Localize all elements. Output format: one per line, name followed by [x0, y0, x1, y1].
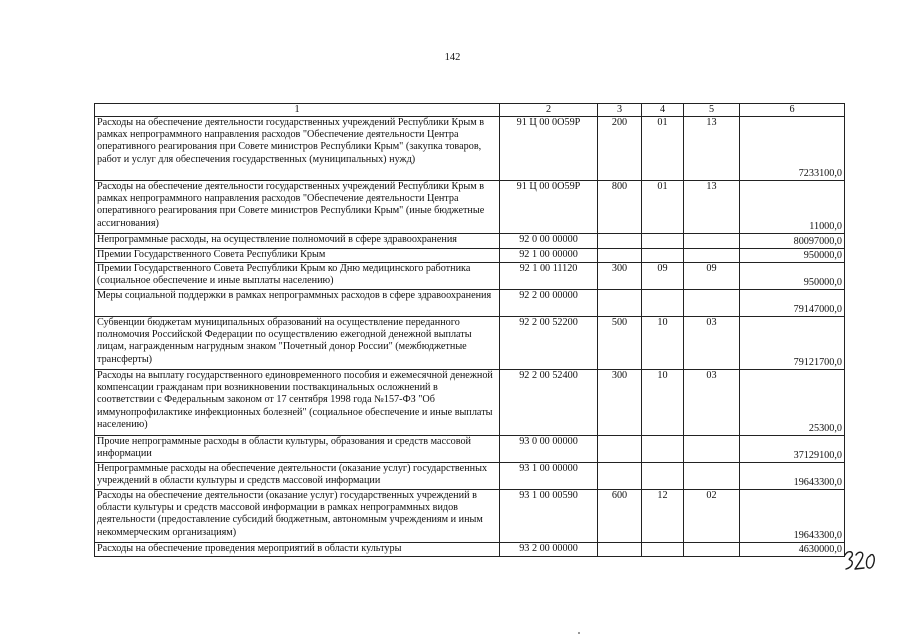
row-expense-type: 300: [598, 370, 642, 436]
col-header-4: 4: [642, 104, 684, 117]
row-section: [642, 543, 684, 557]
row-expense-type: 600: [598, 490, 642, 543]
row-amount: 79147000,0: [740, 290, 845, 317]
row-amount: 4630000,0: [740, 543, 845, 557]
row-amount: 19643300,0: [740, 463, 845, 490]
row-expense-type: [598, 543, 642, 557]
row-section: [642, 463, 684, 490]
table-row: [95, 249, 845, 263]
row-target-code: 92 1 00 11120: [500, 263, 598, 290]
row-description: Непрограммные расходы, на осуществление полномочий в сфере здравоохранения: [95, 234, 500, 249]
row-target-code: 91 Ц 00 0О59Р: [500, 181, 598, 234]
row-target-code: 92 2 00 00000: [500, 290, 598, 317]
table-header: [95, 104, 845, 117]
row-subsection: 03: [684, 370, 740, 436]
row-amount: 79121700,0: [740, 317, 845, 370]
handwritten-page-mark: [842, 545, 882, 573]
row-amount: 80097000,0: [740, 234, 845, 249]
table-row: [95, 490, 845, 543]
row-expense-type: 500: [598, 317, 642, 370]
table-row: [95, 543, 845, 557]
row-target-code: 93 0 00 00000: [500, 436, 598, 463]
row-description: Премии Государственного Совета Республики Крым ко Дню медицинского работника (социальное обеспечение и иные выплаты населению): [95, 263, 500, 290]
row-section: 09: [642, 263, 684, 290]
row-subsection: 02: [684, 490, 740, 543]
row-subsection: [684, 543, 740, 557]
row-amount: 25300,0: [740, 370, 845, 436]
row-expense-type: [598, 436, 642, 463]
table-row: [95, 234, 845, 249]
row-subsection: [684, 234, 740, 249]
table-row: [95, 463, 845, 490]
row-amount: 19643300,0: [740, 490, 845, 543]
row-description: Расходы на обеспечение деятельности государственных учреждений Республики Крым в рамках непрограммного направления расходов "Обеспечение деятельности Центра оперативного реагирования при Совете министров Республики Крым" (иные бюджетные ассигнования): [95, 181, 500, 234]
budget-table: [94, 103, 845, 557]
row-target-code: 93 1 00 00000: [500, 463, 598, 490]
row-section: 10: [642, 317, 684, 370]
table-row: [95, 436, 845, 463]
row-target-code: 92 2 00 52400: [500, 370, 598, 436]
row-amount: 7233100,0: [740, 117, 845, 181]
row-amount: 950000,0: [740, 263, 845, 290]
row-subsection: [684, 463, 740, 490]
col-header-6: 6: [740, 104, 845, 117]
row-expense-type: 800: [598, 181, 642, 234]
row-expense-type: [598, 290, 642, 317]
col-header-3: 3: [598, 104, 642, 117]
row-section: [642, 436, 684, 463]
row-target-code: 92 2 00 52200: [500, 317, 598, 370]
row-expense-type: [598, 234, 642, 249]
row-description: Расходы на обеспечение деятельности (оказание услуг) государственных учреждений в области культуры и средств массовой информации в рамках непрограммных видов деятельности (предоставление субсидий бюджетным, автономным учреждениям и иным некоммерческим организациям): [95, 490, 500, 543]
row-description: Непрограммные расходы на обеспечение деятельности (оказание услуг) государственных учреждений в области культуры и средств массовой информации: [95, 463, 500, 490]
row-subsection: 13: [684, 181, 740, 234]
col-header-1: 1: [95, 104, 500, 117]
row-amount: 37129100,0: [740, 436, 845, 463]
table-body: [95, 117, 845, 557]
col-header-2: 2: [500, 104, 598, 117]
row-subsection: 09: [684, 263, 740, 290]
row-section: [642, 290, 684, 317]
row-section: [642, 249, 684, 263]
row-section: 12: [642, 490, 684, 543]
row-expense-type: [598, 249, 642, 263]
row-subsection: [684, 290, 740, 317]
table-row: [95, 370, 845, 436]
row-amount: 11000,0: [740, 181, 845, 234]
row-description: Расходы на обеспечение проведения мероприятий в области культуры: [95, 543, 500, 557]
table-row: [95, 181, 845, 234]
table-row: [95, 117, 845, 181]
row-description: Прочие непрограммные расходы в области культуры, образования и средств массовой информации: [95, 436, 500, 463]
row-expense-type: 300: [598, 263, 642, 290]
row-description: Субвенции бюджетам муниципальных образований на осуществление переданного полномочия Российской Федерации по осуществлению ежегодной денежной выплаты лицам, награжденным нагрудным знаком "Почетный донор России" (межбюджетные трансферты): [95, 317, 500, 370]
row-target-code: 93 2 00 00000: [500, 543, 598, 557]
row-subsection: [684, 249, 740, 263]
row-description: Расходы на обеспечение деятельности государственных учреждений Республики Крым в рамках непрограммного направления расходов "Обеспечение деятельности Центра оперативного реагирования при Совете министров Республики Крым" (закупка товаров, работ и услуг для обеспечения государственных (муниципальных) нужд): [95, 117, 500, 181]
row-target-code: 93 1 00 00590: [500, 490, 598, 543]
row-expense-type: [598, 463, 642, 490]
row-target-code: 91 Ц 00 0О59Р: [500, 117, 598, 181]
row-amount: 950000,0: [740, 249, 845, 263]
scan-speck: [578, 632, 580, 634]
row-description: Меры социальной поддержки в рамках непрограммных расходов в сфере здравоохранения: [95, 290, 500, 317]
row-section: [642, 234, 684, 249]
row-target-code: 92 0 00 00000: [500, 234, 598, 249]
col-header-5: 5: [684, 104, 740, 117]
row-subsection: 03: [684, 317, 740, 370]
row-target-code: 92 1 00 00000: [500, 249, 598, 263]
header-row: [95, 104, 845, 117]
row-description: Премии Государственного Совета Республики Крым: [95, 249, 500, 263]
row-subsection: 13: [684, 117, 740, 181]
row-section: 10: [642, 370, 684, 436]
row-section: 01: [642, 117, 684, 181]
table-row: [95, 317, 845, 370]
table-row: [95, 263, 845, 290]
row-description: Расходы на выплату государственного единовременного пособия и ежемесячной денежной компенсации гражданам при возникновении поствакцинальных осложнений в соответствии с Федеральным законом от 17 сентября 1998 года №157-ФЗ "Об иммунопрофилактике инфекционных болезней" (социальное обеспечение и иные выплаты населению): [95, 370, 500, 436]
row-expense-type: 200: [598, 117, 642, 181]
page-number: 142: [444, 52, 461, 63]
row-subsection: [684, 436, 740, 463]
row-section: 01: [642, 181, 684, 234]
table-row: [95, 290, 845, 317]
